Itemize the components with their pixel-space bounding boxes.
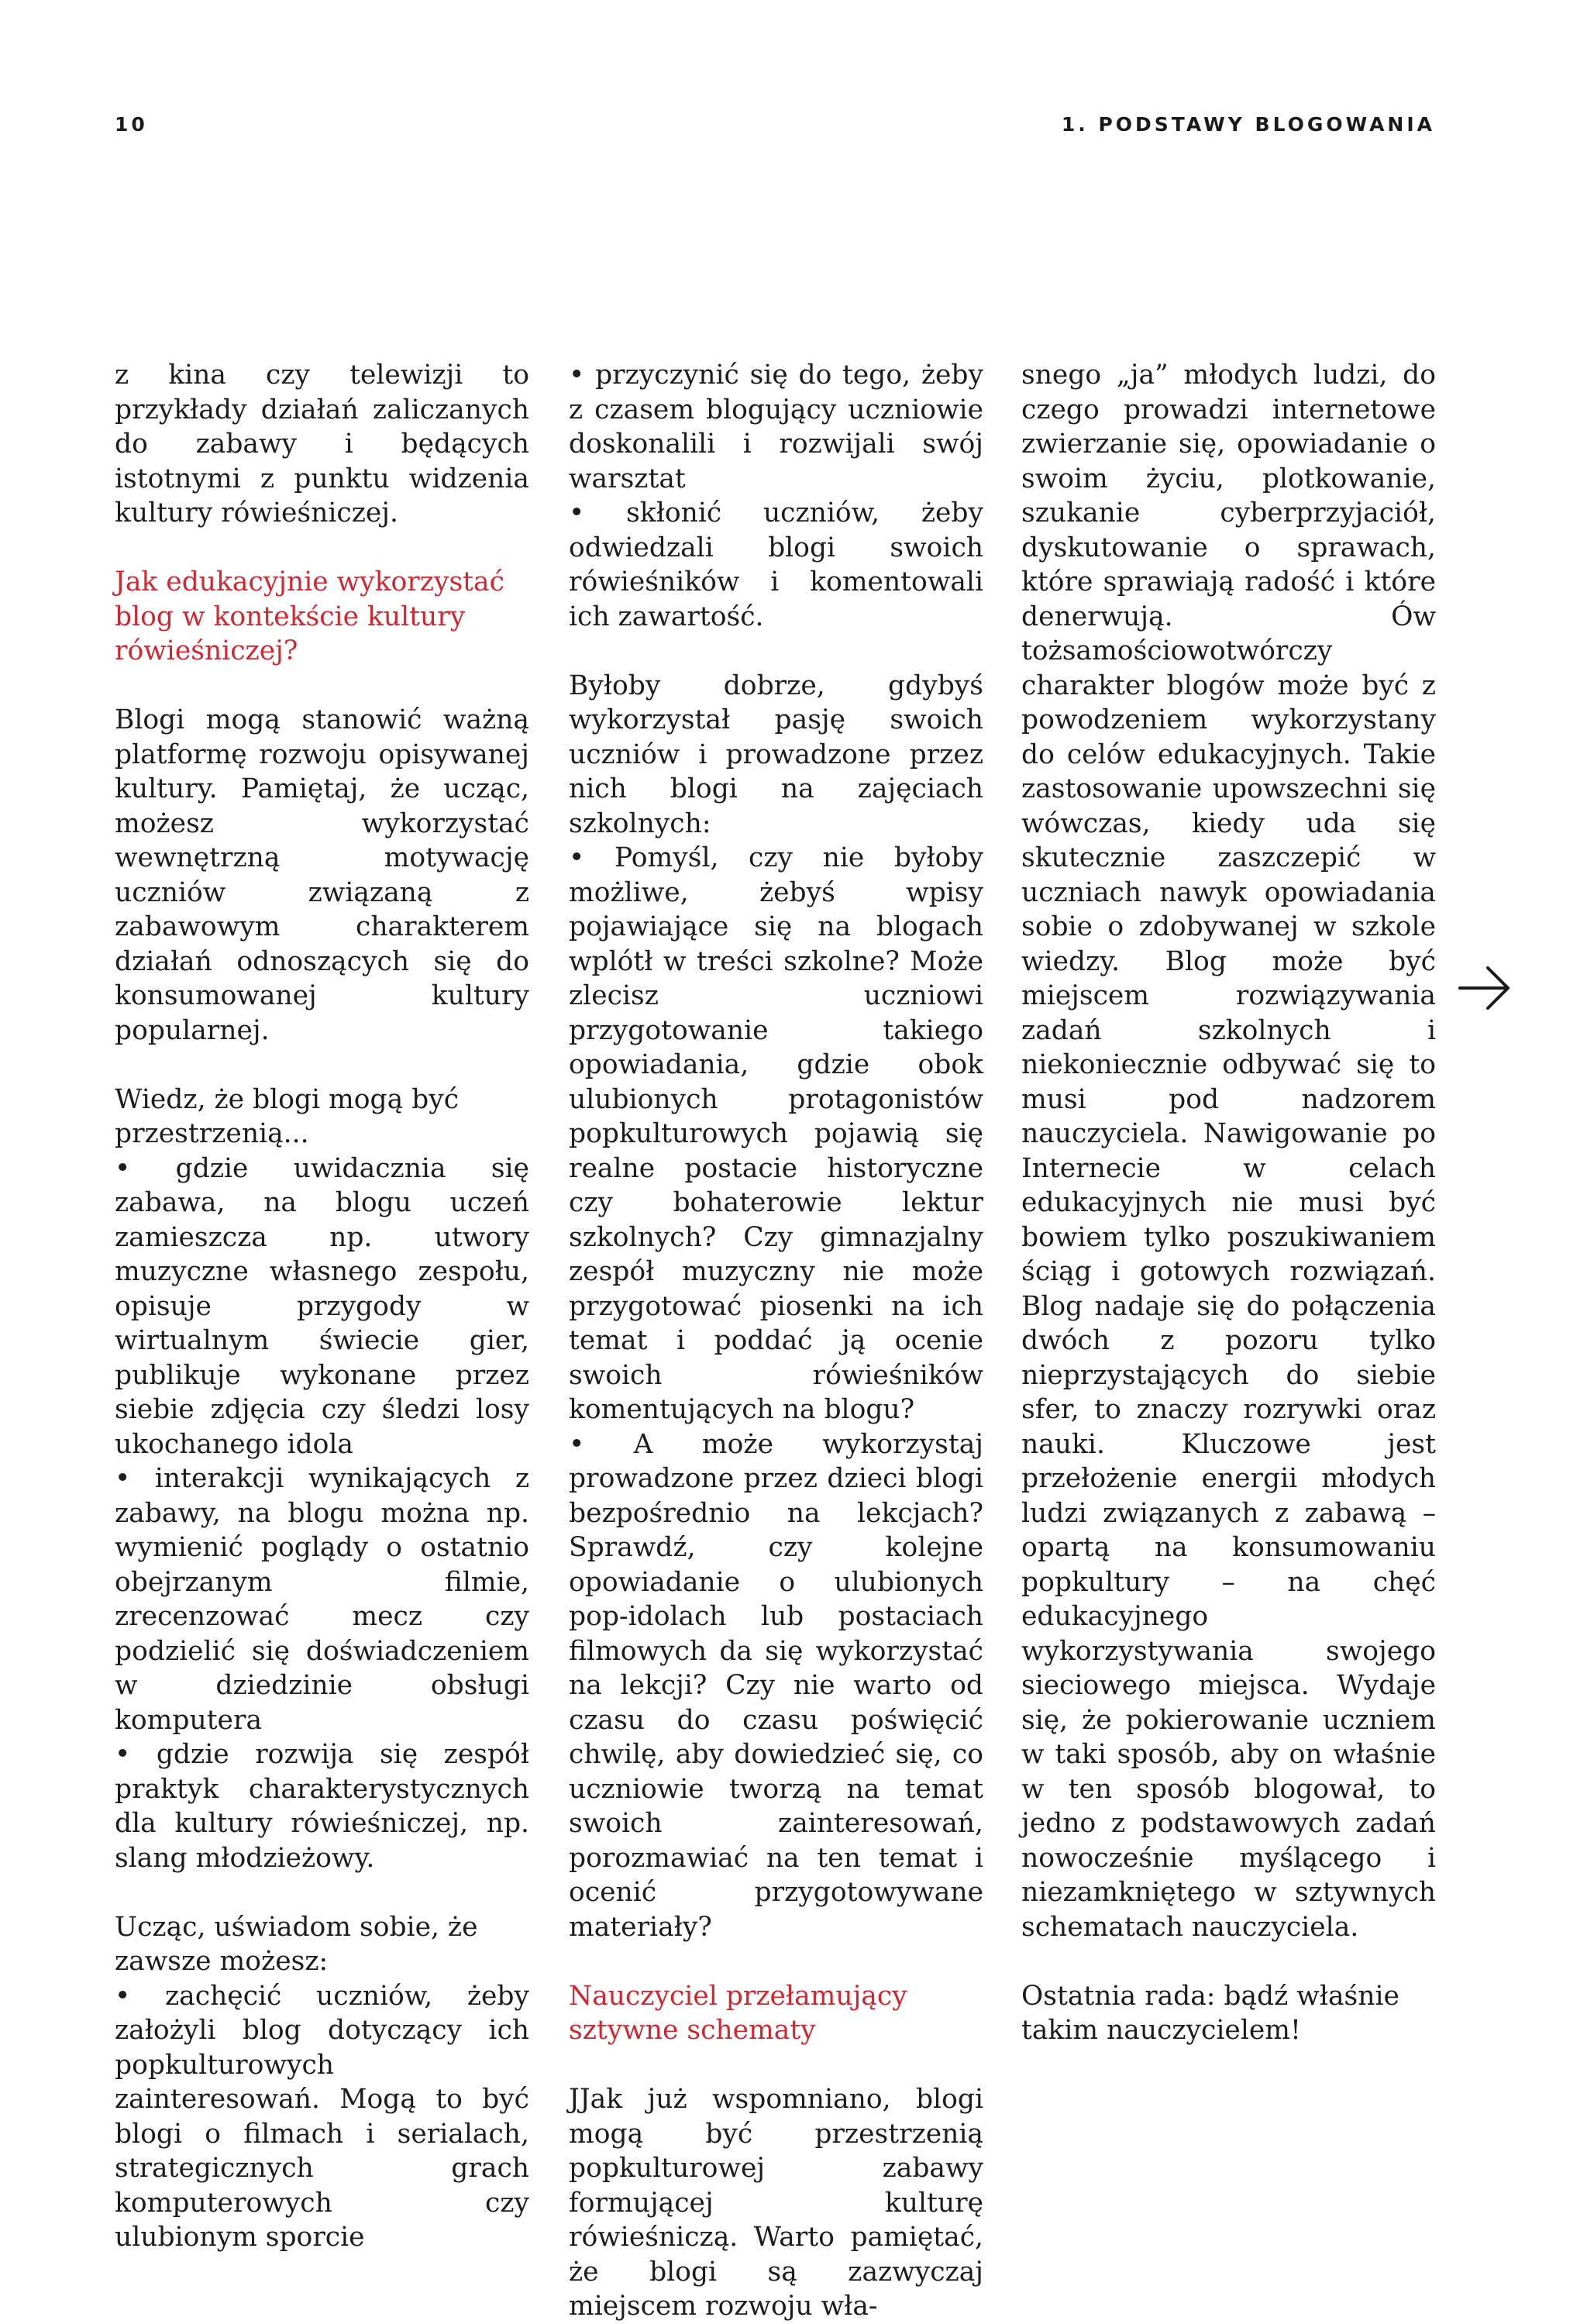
list-item: • interakcji wynikających z zabawy, na blogu można np. wymienić poglądy o ostatnio obejrzanym filmie, zrecenzować mecz czy podzielić się doświadczeniem w dziedzinie obsługi komputera <box>115 1462 529 1737</box>
paragraph: Blogi mogą stanowić ważną platformę rozwoju opisywanej kultury. Pamiętaj, że ucząc, możesz wykorzystać wewnętrzną motywację uczniów związaną z zabawowym charakterem działań odnoszących się do konsumowanej kultury popularnej. <box>115 704 529 1046</box>
list-lead: Byłoby dobrze, gdybyś wykorzystał pasję swoich uczniów i prowadzone przez nich blogi na zajęciach szkolnych: <box>569 670 983 839</box>
list-item: • przyczynić się do tego, żeby z czasem blogujący uczniowie doskonalili i rozwijali swój warsztat <box>569 358 983 496</box>
column-1 <box>115 358 529 2255</box>
list-item: • A może wykorzystaj prowadzone przez dzieci blogi bezpośrednio na lekcjach? Sprawdź, czy kolejne opowiadanie o ulubionych pop-idolach lub postaciach filmowych da się wykorzystać na lekcji? Czy nie warto od czasu do czasu poświęcić chwilę, aby dowiedzieć się, co uczniowie tworzą na temat swoich zainteresowań, porozmawiać na ten temat i ocenić przygotowywane materiały? <box>569 1427 983 1945</box>
paragraph: snego „ja” młodych ludzi, do czego prowadzi internetowe zwierzanie się, opowiadanie o swoim życiu, plotkowanie, szukanie cyberprzyjaciół, dyskutowanie o sprawach, które sprawiają radość i które denerwują. Ów tożsamościowotwórczy charakter blogów może być z powodzeniem wykorzystany do celów edukacyjnych. Takie zastosowanie upowszechni się wówczas, kiedy uda się skutecznie zaszczepić w uczniach nawyk opowiadania sobie o zdobywanej w szkole wiedzy. Blog może być miejscem rozwiązywania zadań szkolnych i niekoniecznie odbywać się to musi pod nadzorem nauczyciela. Nawigowanie po Internecie w celach edukacyjnych nie musi być bowiem tylko poszukiwaniem ściąg i gotowych rozwiązań. Blog nadaje się do połączenia dwóch z pozoru tylko nieprzystających do siebie sfer, to znaczy rozrywki oraz nauki. Kluczowe jest przełożenie energii młodych ludzi związanych z zabawą – opartą na konsumowaniu popkultury – na chęć edukacyjnego wykorzystywania swojego sieciowego miejsca. Wydaje się, że pokierowanie uczniem w taki sposób, aby on właśnie w ten sposób blogował, to jedno z podstawowych zadań nowocześnie myślącego i niezamkniętego w sztywnych schematach nauczyciela. <box>1021 360 1436 1943</box>
arrow-right-icon[interactable] <box>1457 965 1513 1011</box>
column-2 <box>569 358 983 2324</box>
bullet-list <box>115 1979 529 2255</box>
column-3 <box>1021 358 1436 2048</box>
section-title: 1. PODSTAWY BLOGOWANIA <box>1061 113 1435 136</box>
bullet-list <box>115 1152 529 1876</box>
intro-paragraph: z kina czy telewizji to przykłady działań zaliczanych do zabawy i będących istotnymi z punktu widzenia kultury rówieśniczej. <box>115 360 529 528</box>
list-lead: Wiedz, że blogi mogą być przestrzenią... <box>115 1083 460 1149</box>
bullet-list <box>569 358 983 634</box>
paragraph: JJak już wspomniano, blogi mogą być przestrzenią popkulturowej zabawy formującej kulturę rówieśniczą. Warto pamiętać, że blogi są zazwyczaj miejscem rozwoju wła- <box>569 2084 983 2322</box>
list-item: • gdzie rozwija się zespół praktyk charakterystycznych dla kultury rówieśniczej, np. slang młodzieżowy. <box>115 1737 529 1875</box>
section-heading-teacher: Nauczyciel przełamujący sztywne schematy <box>569 1980 907 2046</box>
list-item: • gdzie uwidacznia się zabawa, na blogu uczeń zamieszcza np. utwory muzyczne własnego zespołu, opisuje przygody w wirtualnym świecie gier, publikuje wykonane przez siebie zdjęcia czy śledzi losy ukochanego idola <box>115 1152 529 1462</box>
list-item: • Pomyśl, czy nie byłoby możliwe, żebyś wpisy pojawiające się na blogach wplótł w treści szkolne? Może zlecisz uczniowi przygotowanie takiego opowiadania, gdzie obok ulubionych protagonistów popkulturowych pojawią się realne postacie historyczne czy bohaterowie lektur szkolnych? Czy gimnazjalny zespół muzyczny nie może przygotować piosenki na ich temat i poddać ją ocenie swoich rówieśników komentujących na blogu? <box>569 841 983 1427</box>
list-lead: Ucząc, uświadom sobie, że zawsze możesz: <box>115 1911 478 1977</box>
list-item: • zachęcić uczniów, żeby założyli blog dotyczący ich popkulturowych zainteresowań. Mogą to być blogi o filmach i serialach, strategicznych grach komputerowych czy ulubionym sporcie <box>115 1979 529 2255</box>
closing-paragraph: Ostatnia rada: bądź właśnie takim nauczycielem! <box>1021 1980 1399 2046</box>
bullet-list <box>569 841 983 1944</box>
list-item: • skłonić uczniów, żeby odwiedzali blogi swoich rówieśników i komentowali ich zawartość. <box>569 496 983 634</box>
page-number: 10 <box>115 113 148 136</box>
section-heading-peer-culture: Jak edukacyjnie wykorzystać blog w kontekście kultury rówieśniczej? <box>115 566 504 666</box>
